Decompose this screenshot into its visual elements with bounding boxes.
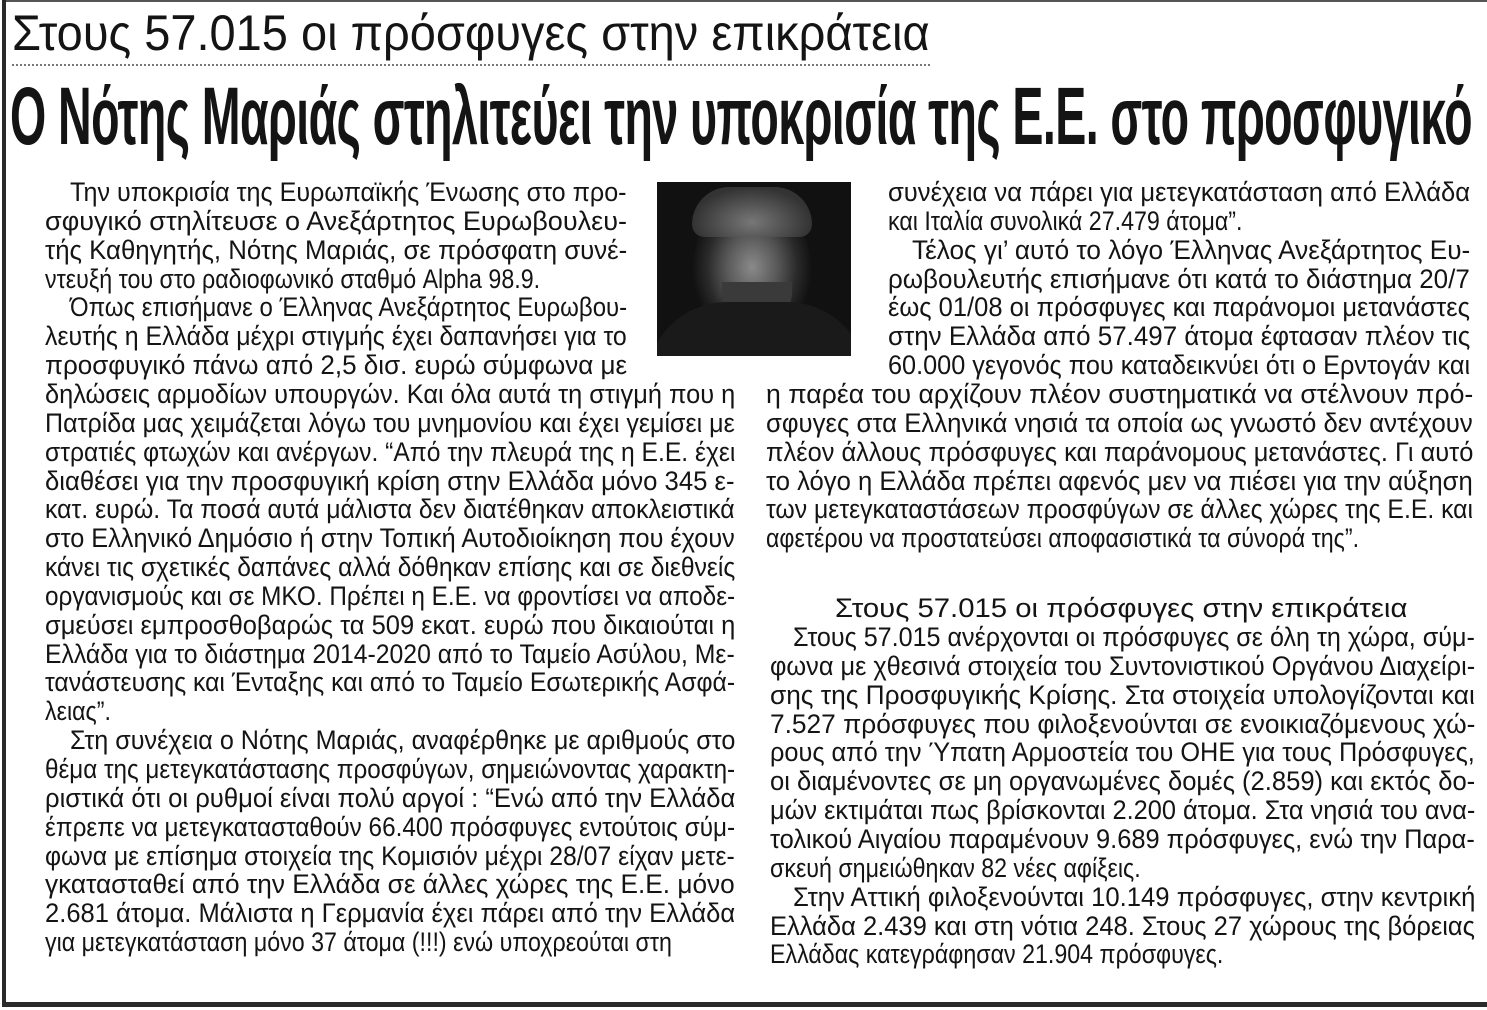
text-line: λευτής η Ελλάδα μέχρι στιγμής έχει δαπανήσει για το [45,321,627,352]
text-line: για μετεγκατάσταση μόνο 37 άτομα (!!!) ενώ υποχρεούται στη [45,927,672,958]
page-border-bottom [2,1002,1487,1007]
text-line: Ελλάδα για το διάστημα 2014-2020 από το Ταμείο Ασύλου, Με- [45,638,735,669]
text-line: Ελλάδας κατεγράφησαν 21.904 πρόσφυγες. [770,939,1224,970]
text-line: Στη συνέχεια ο Νότης Μαριάς, αναφέρθηκε με αριθμούς στο [70,725,736,756]
text-line: Ελλάδα 2.439 και στη νότια 248. Στους 27 χώρους της βόρειας [770,910,1475,941]
text-line: διαθέσει για την προσφυγική κρίση στην Ελλάδα μόνο 345 ε- [45,465,735,496]
text-line: τολικού Αιγαίου παραμένουν 9.689 πρόσφυγες, ενώ την Παρα- [770,823,1475,854]
text-line: φωνα με επίσημα στοιχεία της Κομισιόν μέχρι 28/07 είχαν μετε- [45,840,735,871]
photo-hair [692,187,812,237]
text-line: κάνει τις σχετικές δαπάνες αλλά δόθηκαν επίσης και σε διεθνείς [45,552,736,583]
text-line: 2.681 άτομα. Μάλιστα η Γερμανία έχει πάρει από την Ελλάδα [45,898,736,929]
text-line: στο Ελληνικό Δημόσιο ή στην Τοπική Αυτοδιοίκηση που έχουν [45,523,735,554]
headline: Ο Νότης Μαριάς στηλιτεύει την υποκρισία της Ε.Ε. στο προσφυγικό [10,71,1473,162]
author-photo [657,182,851,356]
text-line: οργανισμούς και σε ΜΚΟ. Πρέπει η Ε.Ε. να φροντίσει να αποδε- [45,580,736,611]
text-line: σφυγες στα Ελληνικά νησιά τα οποία ως γνωστό δεν αντέχουν [766,407,1473,438]
text-line: γκατασταθεί από την Ελλάδα σε άλλες χώρες της Ε.Ε. μόνο [45,869,735,900]
text-line: φωνα με χθεσινά στοιχεία του Συντονιστικού Οργάνου Διαχείρι- [770,650,1476,681]
text-line: σκευή σημειώθηκαν 82 νέες αφίξεις. [770,852,1141,883]
text-line: ρους από την Ύπατη Αρμοστεία του ΟΗΕ για τους Πρόσφυγες, [770,737,1475,768]
text-line: το λόγο η Ελλάδα πρέπει αφενός μεν να πιέσει για την αύξηση [766,465,1473,496]
text-line: μών εκτιμάται πως βρίσκονται 2.200 άτομα. Στα νησιά του ανα- [770,795,1476,826]
kicker-title: Στους 57.015 οι πρόσφυγες στην επικράτεια [12,5,930,61]
text-line: λειας”. [45,696,111,727]
text-line: Πατρίδα μας χειμάζεται λόγω του μνημονίου και έχει γεμίσει με [45,407,735,438]
text-line: οι διαμένοντες σε μη οργανωμένες δομές (2.859) και εκτός δο- [770,766,1476,797]
text-line: ντευξή του στο ραδιοφωνικό σταθμό Alpha 98.9. [45,263,541,294]
text-line: δηλώσεις αρμοδίων υπουργών. Και όλα αυτά τη στιγμή που η [45,378,736,409]
text-line: έως 01/08 οι πρόσφυγες και παράνομοι μετανάστες [888,292,1470,323]
photo-shoulder [657,302,851,356]
text-line: σφυγικό στηλίτευσε ο Ανεξάρτητος Ευρωβουλευ- [45,205,627,236]
text-line: ρωβουλευτής επισήμανε ότι κατά το διάστημα 20/7 [888,263,1470,294]
text-line: Στην Αττική φιλοξενούνται 10.149 πρόσφυγες, στην κεντρική [793,881,1476,912]
text-line: Την υποκρισία της Ευρωπαϊκής Ένωσης στο προ- [70,177,627,207]
page-border-top [2,0,1487,2]
text-line: 7.527 πρόσφυγες που φιλοξενούνται σε ενοικιαζόμενους χώ- [770,708,1476,739]
sidebar-subheading: Στους 57.015 οι πρόσφυγες στην επικράτεια [835,593,1408,623]
text-line: σης της Προσφυγικής Κρίσης. Στα στοιχεία υπολογίζονται και [770,679,1475,710]
text-line: ριστικά ότι οι ρυθμοί είναι πολύ αργοί : “Ενώ από την Ελλάδα [45,782,736,813]
text-line: τής Καθηγητής, Νότης Μαριάς, σε πρόσφατη συνέ- [45,234,628,265]
text-line: στρατιές φτωχών και ανέργων. “Από την πλευρά της η Ε.Ε. έχει [45,436,736,467]
page-border-left [2,0,6,1006]
text-line: συνέχεια να πάρει για μετεγκατάσταση από Ελλάδα [888,177,1471,207]
text-line: σμεύσει εμπροσθοβαρώς τα 509 εκατ. ευρώ που δικαιούται η [45,609,736,640]
kicker-divider [12,64,930,66]
text-line: Όπως επισήμανε ο Έλληνας Ανεξάρτητος Ευρωβου- [70,292,628,323]
text-line: των μετεγκαταστάσεων προσφύγων σε άλλες χώρες της Ε.Ε. και [766,494,1473,525]
text-line: στην Ελλάδα από 57.497 άτομα έφτασαν πλέον τις [888,321,1471,352]
text-line: έπρεπε να μετεγκατασταθούν 66.400 πρόσφυγες εντούτοις σύμ- [45,811,736,842]
text-line: Στους 57.015 ανέρχονται οι πρόσφυγες σε όλη τη χώρα, σύμ- [793,622,1475,652]
text-line: και Ιταλία συνολικά 27.479 άτομα”. [888,205,1243,236]
text-line: η παρέα του αρχίζουν πλέον συστηματικά να στέλνουν πρό- [766,378,1474,409]
text-line: θέμα της μετεγκατάστασης προσφύγων, σημειώνοντας χαρακτη- [45,754,736,784]
text-line: 60.000 γεγονός που καταδεικνύει ότι ο Ερντογάν και [888,350,1471,381]
text-line: Τέλος γι’ αυτό το λόγο Έλληνας Ανεξάρτητος Ευ- [912,234,1471,265]
text-line: αφετέρου να προστατεύσει αποφασιστικά τα σύνορά της”. [766,523,1360,554]
text-line: κατ. ευρώ. Τα ποσά αυτά μάλιστα δεν διατέθηκαν αποκλειστικά [45,494,735,525]
text-line: τανάστευσης και Ένταξης και από το Ταμείο Εσωτερικής Ασφά- [45,667,736,698]
text-line: προσφυγικό πάνω από 2,5 δισ. ευρώ σύμφωνα με [45,350,628,381]
text-line: πλέον άλλους πρόσφυγες και παράνομους μετανάστες. Γι αυτό [766,436,1474,467]
